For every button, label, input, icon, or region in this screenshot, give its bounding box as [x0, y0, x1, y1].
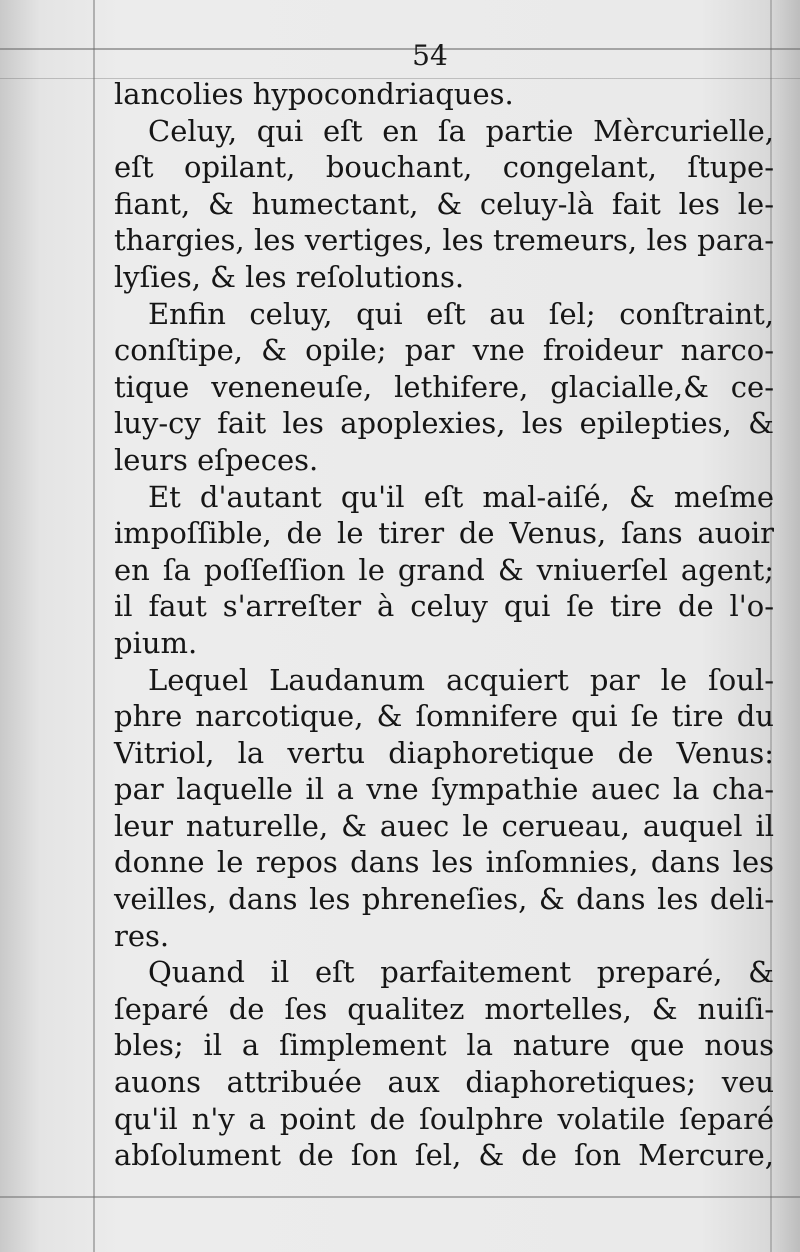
- text-line: res.: [114, 918, 170, 953]
- scan-frame-bottom: [0, 1196, 800, 1198]
- text-line: abſolument de ſon ſel, & de ſon Mercure,: [114, 1138, 774, 1173]
- text-line: leurs eſpeces.: [114, 442, 319, 477]
- text-line: fiant, & humectant, & celuy-là fait les le-: [114, 186, 774, 221]
- scan-frame-left: [93, 0, 95, 1252]
- text-line: bles; il a ſimplement la nature que nous: [114, 1028, 774, 1063]
- text-line: Enfin celuy, qui eſt au ſel; conſtraint,: [148, 296, 774, 331]
- text-line: thargies, les vertiges, les tremeurs, les para-: [114, 223, 774, 258]
- text-line: conſtipe, & opile; par vne froideur narco-: [114, 333, 774, 368]
- text-line: tique veneneuſe, lethifere, glacialle,& ce-: [114, 369, 774, 404]
- text-line: luy-cy fait les apoplexies, les epilepties, &: [114, 406, 774, 441]
- text-line: Quand il eſt parfaitement preparé, &: [148, 955, 774, 990]
- text-line: Celuy, qui eſt en ſa partie Mèrcurielle,: [148, 113, 774, 148]
- text-line: par laquelle il a vne ſympathie auec la cha-: [114, 772, 774, 807]
- text-line: donne le repos dans les inſomnies, dans les: [114, 845, 774, 880]
- text-line: lyſies, & les reſolutions.: [114, 259, 465, 294]
- text-line: qu'il n'y a point de ſoulphre volatile ſeparé: [114, 1101, 774, 1136]
- page-number: 54: [412, 39, 448, 72]
- text-line: ſeparé de ſes qualitez mortelles, & nuiſi-: [114, 991, 774, 1026]
- text-line: impoſſible, de le tirer de Venus, ſans auoir: [114, 516, 774, 551]
- text-line: Et d'autant qu'il eſt mal-aiſé, & meſme: [148, 479, 774, 514]
- text-line: lancolies hypocondriaques.: [114, 77, 514, 111]
- text-line: eſt opilant, bouchant, congelant, ſtupe-: [114, 150, 774, 185]
- text-line: en ſa poſſeſſion le grand & vniuerſel agent;: [114, 552, 774, 587]
- text-line: phre narcotique, & ſomnifere qui ſe tire du: [114, 699, 774, 734]
- body-text: [114, 76, 774, 1174]
- text-line: leur naturelle, & auec le cerueau, auquel il: [114, 808, 774, 843]
- text-line: auons attribuée aux diaphoretiques; veu: [114, 1065, 774, 1100]
- text-line: Lequel Laudanum acquiert par le ſoul-: [148, 662, 774, 697]
- text-line: Vitriol, la vertu diaphoretique de Venus:: [114, 735, 774, 770]
- text-line: il faut s'arreſter à celuy qui ſe tire de l'o-: [114, 589, 774, 624]
- text-line: pium.: [114, 625, 198, 660]
- text-line: veilles, dans les phreneſies, & dans les deli-: [114, 882, 774, 917]
